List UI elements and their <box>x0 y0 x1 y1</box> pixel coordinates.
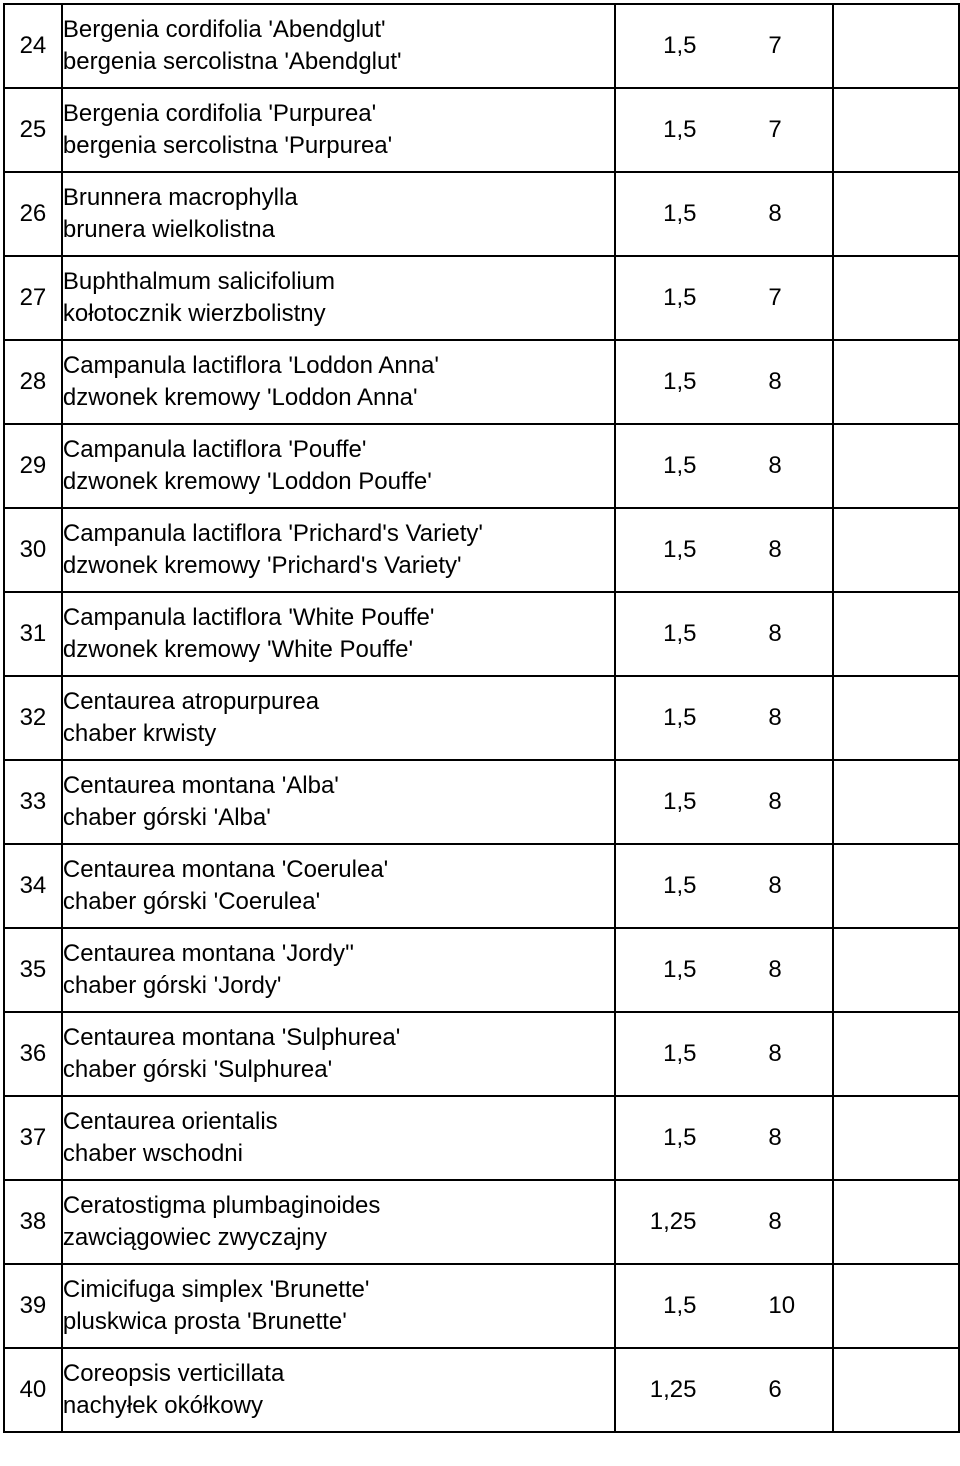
table-row <box>4 1348 959 1432</box>
plant-name-cell <box>62 928 615 1012</box>
plant-name-cell <box>62 424 615 508</box>
size-value: 1,5 <box>663 116 697 143</box>
table-body <box>4 4 959 1432</box>
value-cell <box>615 1096 833 1180</box>
table-row <box>4 424 959 508</box>
empty-cell <box>833 172 959 256</box>
size-value: 1,5 <box>663 1040 697 1067</box>
table-row <box>4 172 959 256</box>
latin-name: Cimicifuga simplex 'Brunette' <box>62 1276 370 1303</box>
polish-name: dzwonek kremowy 'Loddon Anna' <box>62 384 418 411</box>
row-number: 28 <box>4 340 62 424</box>
polish-name: dzwonek kremowy 'White Pouffe' <box>62 636 414 663</box>
size-value: 1,5 <box>663 284 697 311</box>
quantity-value: 8 <box>768 704 782 731</box>
value-cell <box>615 1180 833 1264</box>
quantity-value: 8 <box>768 620 782 647</box>
size-value: 1,5 <box>663 536 697 563</box>
size-value: 1,5 <box>663 704 697 731</box>
row-number: 32 <box>4 676 62 760</box>
plant-name-cell <box>62 760 615 844</box>
polish-name: brunera wielkolistna <box>62 216 275 243</box>
latin-name: Buphthalmum salicifolium <box>62 268 335 295</box>
plant-name-cell <box>62 1096 615 1180</box>
empty-cell <box>833 1264 959 1348</box>
size-value: 1,5 <box>663 620 697 647</box>
plant-name-cell <box>62 172 615 256</box>
size-value: 1,5 <box>663 452 697 479</box>
empty-cell <box>833 340 959 424</box>
latin-name: Centaurea orientalis <box>62 1108 278 1135</box>
size-value: 1,5 <box>663 872 697 899</box>
table-row <box>4 256 959 340</box>
size-value: 1,25 <box>649 1376 697 1403</box>
quantity-value: 8 <box>768 956 782 983</box>
polish-name: bergenia sercolistna 'Purpurea' <box>62 132 393 159</box>
row-number: 36 <box>4 1012 62 1096</box>
table-row <box>4 88 959 172</box>
table-row <box>4 1180 959 1264</box>
polish-name: nachyłek okółkowy <box>62 1392 263 1419</box>
table-row <box>4 1096 959 1180</box>
value-cell <box>615 1012 833 1096</box>
latin-name: Centaurea montana 'Coerulea' <box>62 856 389 883</box>
value-cell <box>615 172 833 256</box>
latin-name: Campanula lactiflora 'Loddon Anna' <box>62 352 439 379</box>
empty-cell <box>833 592 959 676</box>
quantity-value: 8 <box>768 536 782 563</box>
size-value: 1,5 <box>663 1292 697 1319</box>
empty-cell <box>833 1012 959 1096</box>
row-number: 40 <box>4 1348 62 1432</box>
polish-name: chaber górski 'Alba' <box>62 804 271 831</box>
quantity-value: 8 <box>768 200 782 227</box>
empty-cell <box>833 1096 959 1180</box>
latin-name: Campanula lactiflora 'Pouffe' <box>62 436 367 463</box>
latin-name: Ceratostigma plumbaginoides <box>62 1192 381 1219</box>
row-number: 30 <box>4 508 62 592</box>
size-value: 1,5 <box>663 32 697 59</box>
table-row <box>4 844 959 928</box>
polish-name: zawciągowiec zwyczajny <box>62 1224 327 1251</box>
polish-name: dzwonek kremowy 'Loddon Pouffe' <box>62 468 432 495</box>
value-cell <box>615 4 833 88</box>
latin-name: Centaurea atropurpurea <box>62 688 320 715</box>
size-value: 1,5 <box>663 788 697 815</box>
value-cell <box>615 844 833 928</box>
polish-name: kołotocznik wierzbolistny <box>62 300 326 327</box>
empty-cell <box>833 88 959 172</box>
quantity-value: 8 <box>768 1040 782 1067</box>
latin-name: Campanula lactiflora 'White Pouffe' <box>62 604 435 631</box>
quantity-value: 7 <box>768 284 782 311</box>
quantity-value: 8 <box>768 1124 782 1151</box>
size-value: 1,5 <box>663 368 697 395</box>
row-number: 27 <box>4 256 62 340</box>
latin-name: Centaurea montana 'Alba' <box>62 772 339 799</box>
row-number: 33 <box>4 760 62 844</box>
row-number: 29 <box>4 424 62 508</box>
table-row <box>4 760 959 844</box>
latin-name: Centaurea montana 'Sulphurea' <box>62 1024 401 1051</box>
row-number: 35 <box>4 928 62 1012</box>
row-number: 34 <box>4 844 62 928</box>
value-cell <box>615 88 833 172</box>
value-cell <box>615 508 833 592</box>
latin-name: Centaurea montana 'Jordy'' <box>62 940 355 967</box>
row-number: 37 <box>4 1096 62 1180</box>
latin-name: Bergenia cordifolia 'Purpurea' <box>62 100 377 127</box>
value-cell <box>615 424 833 508</box>
value-cell <box>615 1348 833 1432</box>
plant-name-cell <box>62 844 615 928</box>
size-value: 1,25 <box>649 1208 697 1235</box>
plant-name-cell <box>62 1348 615 1432</box>
size-value: 1,5 <box>663 200 697 227</box>
size-value: 1,5 <box>663 956 697 983</box>
value-cell <box>615 676 833 760</box>
empty-cell <box>833 760 959 844</box>
value-cell <box>615 1264 833 1348</box>
plant-name-cell <box>62 4 615 88</box>
empty-cell <box>833 844 959 928</box>
table-row <box>4 1264 959 1348</box>
row-number: 26 <box>4 172 62 256</box>
table-row <box>4 1012 959 1096</box>
quantity-value: 8 <box>768 872 782 899</box>
plant-name-cell <box>62 592 615 676</box>
row-number: 38 <box>4 1180 62 1264</box>
polish-name: chaber krwisty <box>62 720 217 747</box>
row-number: 24 <box>4 4 62 88</box>
empty-cell <box>833 1348 959 1432</box>
value-cell <box>615 760 833 844</box>
polish-name: dzwonek kremowy 'Prichard's Variety' <box>62 552 462 579</box>
plant-name-cell <box>62 1012 615 1096</box>
latin-name: Bergenia cordifolia 'Abendglut' <box>62 16 386 43</box>
empty-cell <box>833 676 959 760</box>
value-cell <box>615 928 833 1012</box>
table-row <box>4 508 959 592</box>
latin-name: Coreopsis verticillata <box>62 1360 285 1387</box>
table-row <box>4 676 959 760</box>
quantity-value: 8 <box>768 452 782 479</box>
plant-table <box>3 3 960 1433</box>
empty-cell <box>833 928 959 1012</box>
value-cell <box>615 592 833 676</box>
latin-name: Campanula lactiflora 'Prichard's Variety' <box>62 520 484 547</box>
value-cell <box>615 256 833 340</box>
quantity-value: 7 <box>768 32 782 59</box>
polish-name: chaber górski 'Jordy' <box>62 972 282 999</box>
polish-name: chaber górski 'Sulphurea' <box>62 1056 333 1083</box>
quantity-value: 8 <box>768 368 782 395</box>
plant-name-cell <box>62 340 615 424</box>
plant-name-cell <box>62 508 615 592</box>
quantity-value: 8 <box>768 788 782 815</box>
quantity-value: 6 <box>768 1376 782 1403</box>
plant-name-cell <box>62 676 615 760</box>
value-cell <box>615 340 833 424</box>
quantity-value: 10 <box>768 1292 796 1319</box>
polish-name: chaber górski 'Coerulea' <box>62 888 321 915</box>
row-number: 31 <box>4 592 62 676</box>
plant-name-cell <box>62 256 615 340</box>
row-number: 25 <box>4 88 62 172</box>
size-value: 1,5 <box>663 1124 697 1151</box>
table-row <box>4 592 959 676</box>
empty-cell <box>833 508 959 592</box>
polish-name: bergenia sercolistna 'Abendglut' <box>62 48 402 75</box>
table-row <box>4 928 959 1012</box>
plant-name-cell <box>62 88 615 172</box>
polish-name: chaber wschodni <box>62 1140 243 1167</box>
table-row <box>4 4 959 88</box>
quantity-value: 7 <box>768 116 782 143</box>
plant-name-cell <box>62 1180 615 1264</box>
empty-cell <box>833 1180 959 1264</box>
polish-name: pluskwica prosta 'Brunette' <box>62 1308 347 1335</box>
table-row <box>4 340 959 424</box>
plant-name-cell <box>62 1264 615 1348</box>
empty-cell <box>833 4 959 88</box>
empty-cell <box>833 424 959 508</box>
empty-cell <box>833 256 959 340</box>
row-number: 39 <box>4 1264 62 1348</box>
quantity-value: 8 <box>768 1208 782 1235</box>
latin-name: Brunnera macrophylla <box>62 184 298 211</box>
